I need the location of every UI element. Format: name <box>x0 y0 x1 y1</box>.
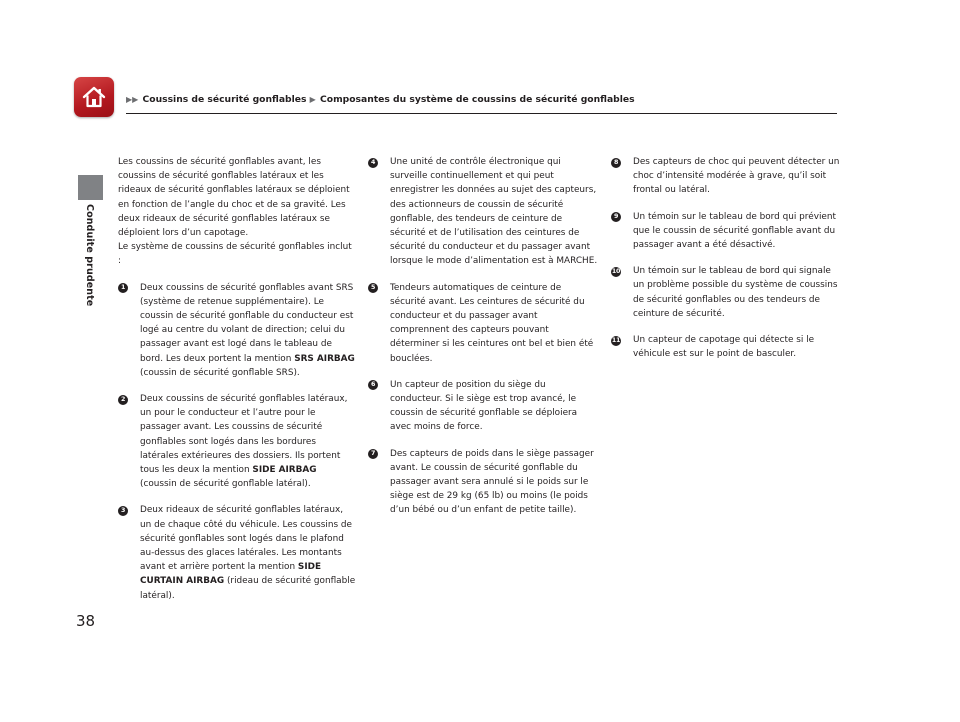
section-tab-marker[interactable] <box>78 175 103 200</box>
callout-number-icon: 3 <box>118 506 128 516</box>
intro-paragraph-2: Le système de coussins de sécurité gonflables inclut : <box>118 242 352 267</box>
callout-number-icon: 4 <box>368 158 378 168</box>
callout-number-icon: 10 <box>611 267 621 275</box>
item-text: Deux coussins de sécurité gonflables avant SRS (système de retenue supplémentaire). Le coussin de sécurité gonflable du conducteur est logé au centre du volant de direction; celui du passager avant est logé dans le tableau de bord. Les deux portent la mention <box>140 282 354 364</box>
item-text: Une unité de contrôle électronique qui surveille continuellement et qui peut enregistrer les données au sujet des capteurs, des actionneurs de coussin de sécurité gonflable, des tendeurs de ceinture de sécurité et de l’utilisation des ceintures de sécurité du conducteur et du passager avant lorsque le mode d’alimentation est à MARCHE. <box>390 157 598 267</box>
list-item <box>118 281 356 380</box>
breadcrumb-arrow-icon: ▶ <box>309 95 316 104</box>
callout-number-icon: 1 <box>118 283 128 293</box>
item-text: Un témoin sur le tableau de bord qui signale un problème possible du système de coussins de sécurité gonflables ou des tendeurs de ceinture de sécurité. <box>633 266 838 319</box>
callout-number-icon: 6 <box>368 380 378 390</box>
item-text: (coussin de sécurité gonflable SRS). <box>140 367 300 378</box>
home-button[interactable] <box>74 77 114 117</box>
intro-paragraph: Les coussins de sécurité gonflables avant, les coussins de sécurité gonflables latéraux et les rideaux de sécurité gonflables latéraux se déploient en fonction de l’angle du choc et de sa gravité. Les deux rideaux de sécurité gonflables latéraux se déploient lors d’un capotage. <box>118 157 350 239</box>
callout-number-icon: 2 <box>118 395 128 405</box>
item-text: Deux coussins de sécurité gonflables latéraux, un pour le conducteur et l’autre pour le passager avant. Les coussins de sécurité gonflables sont logés dans les bordures latérales extérieures des dossiers. Ils portent tous les deux la mention <box>140 394 348 476</box>
callout-number-icon: 9 <box>611 212 621 222</box>
callout-number-icon: 5 <box>368 283 378 293</box>
page-number: 38 <box>76 612 96 630</box>
list-item <box>118 392 356 491</box>
column-middle <box>368 155 598 518</box>
column-right <box>611 155 841 361</box>
item-text: Des capteurs de poids dans le siège passager avant. Le coussin de sécurité gonflable du passager avant sera annulé si le poids sur le siège est de 29 kg (65 lb) ou moins (le poids d’un bébé ou d’un enfant de petite taille). <box>390 448 594 516</box>
column-left <box>118 155 356 603</box>
item-text: Un témoin sur le tableau de bord qui prévient que le coussin de sécurité gonflable avant du passager avant a été désactivé. <box>633 211 836 251</box>
breadcrumb-link-airbags[interactable]: Coussins de sécurité gonflables <box>142 94 307 105</box>
list-item <box>368 281 598 366</box>
item-text: Des capteurs de choc qui peuvent détecter un choc d’intensité modérée à grave, qu’il soit frontal ou latéral. <box>633 157 840 196</box>
item-text: Un capteur de capotage qui détecte si le véhicule est sur le point de basculer. <box>633 335 815 360</box>
callout-number-icon: 7 <box>368 449 378 459</box>
breadcrumb-arrow-icon: ▶▶ <box>126 95 139 104</box>
item-text: Un capteur de position du siège du conducteur. Si le siège est trop avancé, le coussin de sécurité gonflable se déploiera avec moins de force. <box>390 379 578 433</box>
list-item <box>611 155 841 198</box>
callout-number-icon: 8 <box>611 158 621 168</box>
breadcrumb <box>126 94 635 105</box>
item-label-bold: SRS AIRBAG <box>294 353 355 364</box>
home-icon <box>80 83 108 111</box>
list-item <box>118 503 356 602</box>
list-item <box>611 264 841 321</box>
item-text: (rideau de sécurité gonflable latéral). <box>140 576 356 601</box>
item-label-bold: SIDE CURTAIN AIRBAG <box>140 562 322 587</box>
list-item <box>611 210 841 253</box>
list-item <box>611 333 841 361</box>
list-item <box>368 155 598 269</box>
item-label-bold: SIDE AIRBAG <box>252 465 317 476</box>
callout-number-icon: 11 <box>611 336 621 344</box>
item-text: Tendeurs automatiques de ceinture de sécurité avant. Les ceintures de sécurité du conducteur et du passager avant comprennent des capteurs pouvant déterminer si les ceintures ont bel et bien été bouclées. <box>390 282 594 364</box>
list-item <box>368 447 598 518</box>
section-label: Conduite prudente <box>84 204 95 307</box>
breadcrumb-link-components[interactable]: Composantes du système de coussins de sécurité gonflables <box>320 94 635 105</box>
header-rule <box>126 113 837 114</box>
list-item <box>368 378 598 435</box>
item-text: Deux rideaux de sécurité gonflables latéraux, un de chaque côté du véhicule. Les coussins de sécurité gonflables sont logés dans le plafond au-dessus des glaces latérales. Les montants avant et arrière portent la mention <box>140 505 352 573</box>
item-text: (coussin de sécurité gonflable latéral). <box>140 479 311 490</box>
